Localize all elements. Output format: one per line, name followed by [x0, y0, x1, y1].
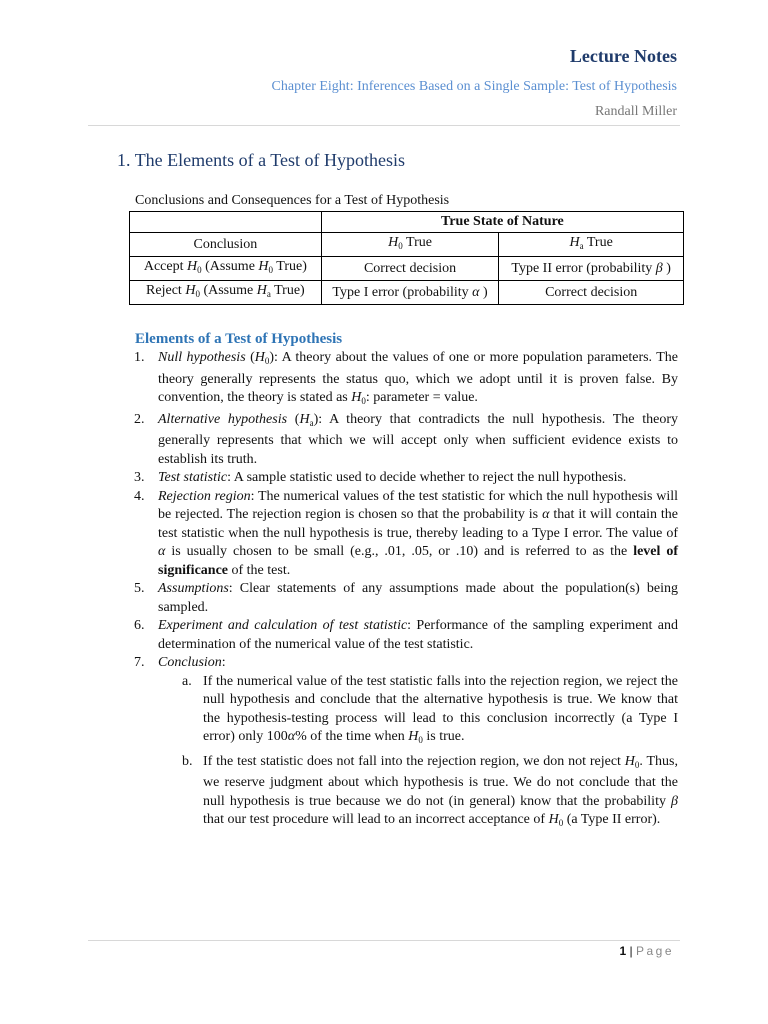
table-row [130, 281, 684, 305]
reject-h0-cell: Reject $H_0$ (Assume $H_a$ True) [130, 281, 322, 305]
elements-heading: Elements of a Test of Hypothesis [135, 331, 343, 347]
item-term: Rejection region [158, 488, 251, 504]
accept-h0-correct-cell: Correct decision [321, 257, 499, 281]
table-caption: Conclusions and Consequences for a Test of Hypothesis [135, 193, 450, 208]
section-number: 1. [117, 150, 131, 170]
item-term: Test statistic [158, 470, 228, 485]
header-author: Randall Miller [594, 104, 677, 119]
page-footer [619, 944, 674, 958]
conclusion-sublist [182, 673, 679, 833]
item-number: 7. [134, 655, 145, 670]
table-row [130, 233, 684, 257]
table-corner-cell [130, 212, 322, 233]
item-number: 4. [134, 488, 145, 504]
true-state-header: True State of Nature [321, 212, 683, 233]
item-term: Experiment and calculation of test statistic [158, 618, 408, 633]
list-item: 1. Null hypothesis $(H_0)$: A theory about the values of one or more population parameters. The theory generally represents the status quo, which we adopt until it is proven false. By convention, the theory is stated as $H_0$: parameter = value. [134, 350, 678, 406]
list-item: 4. Rejection region: The numerical values of the test statistic for which the null hypothesis will be rejected. The rejection region is chosen so that the probability is α that it will contain the test statistic when the null hypothesis is true, thereby leading to a Type I error. The value of α is usually chosen to be small (e.g., .01, .05, or .10) and is referred to as the level of significance of the test. [134, 488, 679, 578]
reject-h0-correct-cell: Correct decision [499, 281, 684, 305]
item-term: Conclusion [158, 655, 222, 670]
conclusion-header: Conclusion [130, 233, 322, 257]
level-of-significance: level of significance [158, 544, 679, 578]
h0-true-header: $H_0$ True [321, 233, 499, 257]
list-item: a. If the numerical value of the test statistic falls into the rejection region, we reject the null hypothesis and conclude that the alternative hypothesis is true. We know that the hypothesis-testing process will lead to this conclusion incorrectly (a Type I error) only 100α% of the time when $H_0$ is true. [182, 673, 678, 745]
list-item: 7. Conclusion: [158, 654, 678, 673]
item-letter: a. [182, 673, 192, 689]
item-letter: b. [182, 753, 193, 769]
conclusions-table [129, 211, 684, 305]
header-title: Lecture Notes [569, 46, 677, 66]
section-title [117, 150, 405, 171]
item-term: Alternative hypothesis [158, 411, 288, 427]
elements-list [134, 349, 679, 836]
list-item: 5. Assumptions: Clear statements of any assumptions made about the population(s) being sampled. [134, 581, 679, 615]
page-number: 1 [619, 944, 627, 958]
list-item: 2. Alternative hypothesis $(H_a)$: A theory that contradicts the null hypothesis. The theory generally represents that which we will accept only when sufficient evidence exists to establish its truth. [134, 411, 679, 467]
table-row [130, 212, 684, 233]
item-term: Null hypothesis [158, 350, 246, 365]
ha-true-header: $H_a$ True [499, 233, 684, 257]
item-number: 5. [134, 581, 145, 596]
table-row [130, 257, 684, 281]
item-number: 1. [134, 350, 145, 365]
item-number: 3. [134, 470, 145, 485]
item-number: 2. [134, 411, 145, 427]
header-subtitle: Chapter Eight: Inferences Based on a Single Sample: Test of Hypothesis [271, 79, 677, 94]
list-item: 6. Experiment and calculation of test statistic: Performance of the sampling experiment and determination of the numerical value of the test statistic. [134, 618, 678, 652]
type-ii-error-cell: Type II error (probability β ) [499, 257, 684, 281]
accept-h0-cell: Accept $H_0$ (Assume $H_0$ True) [130, 257, 322, 281]
footer-divider [88, 940, 680, 941]
type-i-error-cell: Type I error (probability α ) [321, 281, 499, 305]
header-divider [88, 125, 680, 126]
section-title-text: The Elements of a Test of Hypothesis [134, 150, 406, 170]
item-term: Assumptions [158, 581, 229, 596]
list-item: 3. Test statistic: A sample statistic used to decide whether to reject the null hypothesis. [158, 469, 678, 488]
list-item: b. If the test statistic does not fall into the rejection region, we don not reject $H_0$. Thus, we reserve judgment about which hypothesis is true. We do not conclude that the null hypothesis is true because we do not (in general) know that the probability β that our test procedure will lead to an incorrect acceptance of $H_0$ (a Type II error). [182, 753, 679, 828]
page-label: Page [635, 944, 674, 958]
item-number: 6. [134, 618, 145, 633]
footer-separator: | [629, 944, 633, 958]
